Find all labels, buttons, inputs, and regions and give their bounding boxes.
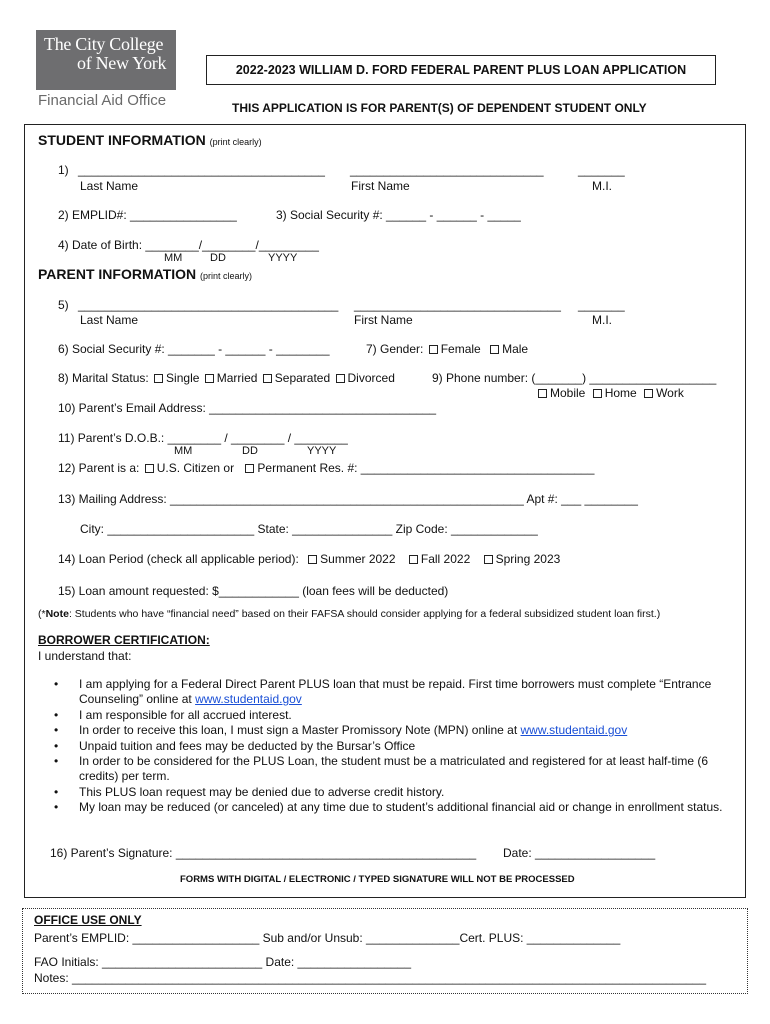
parent-section-heading	[38, 266, 252, 282]
home-label: Home	[604, 386, 637, 400]
loan-period-group	[58, 552, 560, 566]
q1-number: 1)	[58, 163, 69, 177]
note-bold: Note	[45, 608, 69, 620]
gender-label: 7) Gender:	[366, 342, 424, 356]
logo-line-1: The City College	[44, 34, 164, 54]
cert-item-3-text: In order to receive this loan, I must sign a Master Promissory Note (MPN) online at	[79, 723, 521, 738]
summer-2022-checkbox[interactable]	[308, 555, 317, 564]
fao-initials-row[interactable]: FAO Initials: ________________________ Date: _________________	[34, 955, 411, 969]
parent-last-name-label: Last Name	[80, 313, 139, 327]
parent-ssn-field[interactable]: 6) Social Security #: _______ - ______ - ________	[58, 342, 330, 356]
parent-dob-mm-label: MM	[174, 445, 193, 457]
certification-item	[52, 723, 732, 738]
phone-type-group	[536, 386, 684, 400]
form-title-text: 2022-2023 WILLIAM D. FORD FEDERAL PARENT PLUS LOAN APPLICATION	[235, 63, 687, 77]
office-use-heading: OFFICE USE ONLY	[34, 913, 142, 927]
cert-item-7-text: My loan may be reduced (or canceled) at any time due to student’s additional financial aid or change in enrollment status.	[79, 800, 723, 815]
note-text: : Students who have “financial need” based on their FAFSA should consider applying for a federal subsidized student loan first.)	[68, 608, 661, 620]
parent-is-a-label: 12) Parent is a:	[58, 461, 140, 475]
mobile-label: Mobile	[550, 386, 586, 400]
divorced-checkbox[interactable]	[336, 374, 345, 383]
parent-dob-field[interactable]: 11) Parent’s D.O.B.: ________ / ________ / ________	[58, 431, 348, 445]
separated-label: Separated	[274, 371, 331, 385]
summer-2022-label: Summer 2022	[320, 552, 396, 566]
signature-date-field[interactable]: Date: __________________	[503, 846, 656, 860]
marital-status-label: 8) Marital Status:	[58, 371, 149, 385]
student-section-heading	[38, 132, 262, 148]
certification-item	[52, 800, 732, 815]
certification-heading: BORROWER CERTIFICATION:	[38, 633, 210, 647]
notes-row[interactable]: Notes: _______________________________________________________________________________________________	[34, 971, 707, 985]
student-mi-label: M.I.	[592, 179, 612, 193]
cert-item-2-text: I am responsible for all accrued interest.	[79, 707, 292, 722]
parent-last-name-field[interactable]: _______________________________________	[78, 298, 339, 312]
student-last-name-field[interactable]: _____________________________________	[78, 163, 325, 177]
student-dob-field[interactable]: 4) Date of Birth: ________/________/_________	[58, 238, 319, 252]
citizenship-group	[58, 461, 594, 475]
female-label: Female	[440, 342, 481, 356]
student-ssn-field[interactable]: 3) Social Security #: ______ - ______ - _____	[276, 208, 521, 222]
student-last-name-label: Last Name	[80, 179, 139, 193]
cert-item-4-text: Unpaid tuition and fees may be deducted by the Bursar’s Office	[79, 738, 416, 753]
parent-email-field[interactable]: 10) Parent’s Email Address: __________________________________	[58, 401, 437, 415]
work-checkbox[interactable]	[644, 389, 653, 398]
logo-subtitle: Financial Aid Office	[38, 92, 167, 109]
us-citizen-label: U.S. Citizen or	[156, 461, 235, 475]
student-dob-mm-label: MM	[164, 252, 183, 264]
permanent-resident-field[interactable]: Permanent Res. #: ___________________________________	[257, 461, 595, 475]
parent-first-name-label: First Name	[354, 313, 413, 327]
student-first-name-label: First Name	[351, 179, 410, 193]
parent-first-name-field[interactable]: _______________________________	[354, 298, 561, 312]
certification-item	[52, 739, 732, 754]
certification-item	[52, 677, 732, 708]
form-title	[206, 55, 716, 85]
gender-group	[366, 342, 528, 356]
student-heading-text: STUDENT INFORMATION	[38, 132, 206, 148]
student-mi-field[interactable]: _______	[578, 163, 625, 177]
college-logo	[36, 30, 176, 90]
fall-2022-label: Fall 2022	[420, 552, 471, 566]
married-label: Married	[216, 371, 258, 385]
student-heading-note: (print clearly)	[209, 137, 262, 147]
parent-heading-text: PARENT INFORMATION	[38, 266, 197, 282]
student-dob-dd-label: DD	[210, 252, 226, 264]
separated-checkbox[interactable]	[263, 374, 272, 383]
divorced-label: Divorced	[347, 371, 395, 385]
parent-mi-label: M.I.	[592, 313, 612, 327]
mailing-address-field[interactable]: 13) Mailing Address: _____________________________________________________ Apt #: ___ ________	[58, 492, 638, 506]
parent-signature-field[interactable]: 16) Parent’s Signature: _____________________________________________	[50, 846, 477, 860]
certification-item	[52, 708, 732, 723]
logo-line-2: of New York	[77, 53, 167, 73]
certification-list	[52, 677, 732, 816]
certification-item	[52, 754, 732, 785]
mobile-checkbox[interactable]	[538, 389, 547, 398]
parent-dob-yyyy-label: YYYY	[307, 445, 337, 457]
home-checkbox[interactable]	[593, 389, 602, 398]
us-citizen-checkbox[interactable]	[145, 464, 154, 473]
student-first-name-field[interactable]: _____________________________	[350, 163, 544, 177]
permanent-resident-checkbox[interactable]	[245, 464, 254, 473]
fafsa-note	[38, 608, 660, 620]
form-subtitle: THIS APPLICATION IS FOR PARENT(S) OF DEPENDENT STUDENT ONLY	[232, 101, 647, 115]
marital-status-group	[58, 371, 395, 385]
parent-dob-dd-label: DD	[242, 445, 258, 457]
female-checkbox[interactable]	[429, 345, 438, 354]
married-checkbox[interactable]	[205, 374, 214, 383]
spring-2023-checkbox[interactable]	[484, 555, 493, 564]
fall-2022-checkbox[interactable]	[409, 555, 418, 564]
city-state-zip-field[interactable]: City: ______________________ State: _______________ Zip Code: _____________	[80, 522, 538, 536]
student-dob-yyyy-label: YYYY	[268, 252, 298, 264]
studentaid-link-2[interactable]: www.studentaid.gov	[520, 723, 628, 738]
certification-item	[52, 785, 732, 800]
single-label: Single	[166, 371, 200, 385]
office-emplid-row[interactable]: Parent’s EMPLID: ___________________ Sub and/or Unsub: ______________Cert. PLUS: ______________	[34, 931, 621, 945]
male-label: Male	[502, 342, 529, 356]
male-checkbox[interactable]	[490, 345, 499, 354]
note-prefix: (*	[38, 608, 46, 620]
cert-item-1-text: I am applying for a Federal Direct Parent PLUS loan that must be repaid. First time borrowers must complete “Entrance Counseling” online at	[79, 677, 712, 707]
work-label: Work	[656, 386, 684, 400]
parent-mi-field[interactable]: _______	[578, 298, 625, 312]
single-checkbox[interactable]	[154, 374, 163, 383]
cert-item-5-text: In order to be considered for the PLUS Loan, the student must be a matriculated and registered for at least half-time (6 credits) per term.	[79, 754, 709, 784]
phone-number-field[interactable]: 9) Phone number: (_______) ___________________	[432, 371, 717, 385]
studentaid-link-1[interactable]: www.studentaid.gov	[195, 692, 302, 707]
q5-number: 5)	[58, 298, 69, 312]
parent-heading-note: (print clearly)	[200, 271, 253, 281]
cert-item-6-text: This PLUS loan request may be denied due to adverse credit history.	[79, 784, 445, 799]
spring-2023-label: Spring 2023	[495, 552, 561, 566]
signature-warning: FORMS WITH DIGITAL / ELECTRONIC / TYPED SIGNATURE WILL NOT BE PROCESSED	[180, 874, 575, 885]
loan-amount-field[interactable]: 15) Loan amount requested: $____________ (loan fees will be deducted)	[58, 584, 449, 598]
loan-period-label: 14) Loan Period (check all applicable period):	[58, 552, 299, 566]
certification-intro: I understand that:	[38, 649, 132, 663]
student-emplid-field[interactable]: 2) EMPLID#: ________________	[58, 208, 237, 222]
